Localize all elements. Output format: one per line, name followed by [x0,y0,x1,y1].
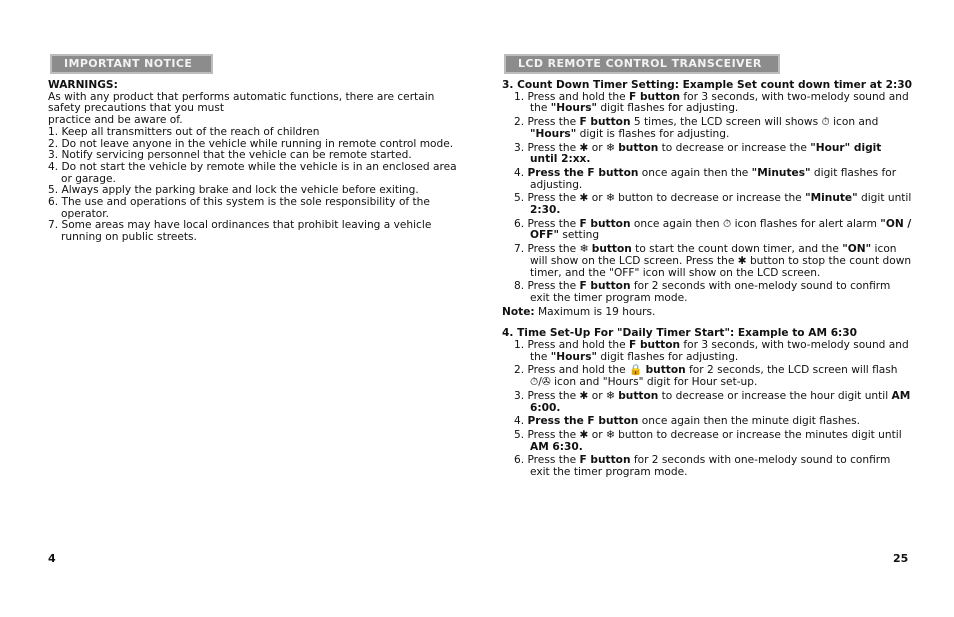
step-item: 2. Press and hold the 🔒 button for 2 seconds, the LCD screen will flash ⏱/✇ icon and "Hours" digit for Hour set-up. [514,364,898,389]
step-item: 2. Press the F button 5 times, the LCD screen will shows ⏱ icon and "Hours" digit is flashes for adjusting. [514,116,879,140]
step-item: 3. Press the ✱ or ❄ button to decrease or increase the "Hour" digit until 2:xx. [514,141,882,166]
warning-item: 5. Always apply the parking brake and lock the vehicle before exiting. [48,184,419,197]
step-item: 4. Press the F button once again then the minute digit flashes. [514,415,861,428]
warning-item: 1. Keep all transmitters out of the reach of children [48,125,320,138]
section-4-title: 4. Time Set-Up For "Daily Timer Start": Example to AM 6:30 [502,327,858,340]
warning-item: 3. Notify servicing personnel that the vehicle can be remote started. [48,149,412,162]
step-item: 3. Press the ✱ or ❄ button to decrease or increase the hour digit until AM 6:00. [514,389,911,414]
lcd-remote-header: LCD REMOTE CONTROL TRANSCEIVER [504,54,780,74]
note-label: Note: [502,305,535,318]
section-3-steps [502,92,912,305]
page-number-right: 25 [893,552,909,565]
warnings-intro-line-1: As with any product that performs automatic functions, there are certain [48,90,435,103]
note-text: Maximum is 19 hours. [534,305,656,318]
warnings-block [48,80,458,244]
warning-item: 7. Some areas may have local ordinances that prohibit leaving a vehicle running on public streets. [48,219,432,244]
warnings-title: WARNINGS: [48,79,118,91]
step-item: 1. Press and hold the F button for 3 seconds, with two-melody sound and the "Hours" digit flashes for adjusting. [514,339,909,363]
step-item: 1. Press and hold the F button for 3 seconds, with two-melody sound and the "Hours" digit flashes for adjusting. [514,90,909,115]
warning-item: 6. The use and operations of this system is the sole responsibility of the operator. [48,196,430,220]
step-item: 8. Press the F button for 2 seconds with one-melody sound to confirm exit the timer program mode. [514,280,891,304]
step-item: 6. Press the F button once again then ⏱ icon flashes for alert alarm "ON / OFF" setting [514,217,912,242]
step-item: 5. Press the ✱ or ❄ button to decrease or increase the minutes digit until AM 6:30. [514,428,902,453]
step-item: 4. Press the F button once again then the "Minutes" digit flashes for adjusting. [514,166,897,191]
step-item: 6. Press the F button for 2 seconds with one-melody sound to confirm exit the timer program mode. [514,454,891,479]
important-notice-header: IMPORTANT NOTICE [50,54,213,74]
warning-item: 4. Do not start the vehicle by remote while the vehicle is in an enclosed area or garage. [48,160,457,185]
step-item: 7. Press the ❄ button to start the count down timer, and the "ON" icon will show on the LCD screen. Press the ✱ button to stop the count down timer, and the "OFF" icon will show on the LCD screen. [514,243,912,279]
page-number-left: 4 [48,552,56,565]
section-3-title: 3. Count Down Timer Setting: Example Set count down timer at 2:30 [502,79,912,91]
step-item: 5. Press the ✱ or ❄ button to decrease or increase the "Minute" digit until 2:30. [514,192,912,217]
warnings-intro-line-2: safety precautions that you must [48,102,225,115]
warning-item: 2. Do not leave anyone in the vehicle while running in remote control mode. [48,137,454,150]
timer-instructions [502,80,912,481]
warnings-list [48,127,458,244]
warnings-intro-line-3: practice and be aware of. [48,114,183,127]
note [502,307,912,319]
section-4-steps [502,340,912,479]
